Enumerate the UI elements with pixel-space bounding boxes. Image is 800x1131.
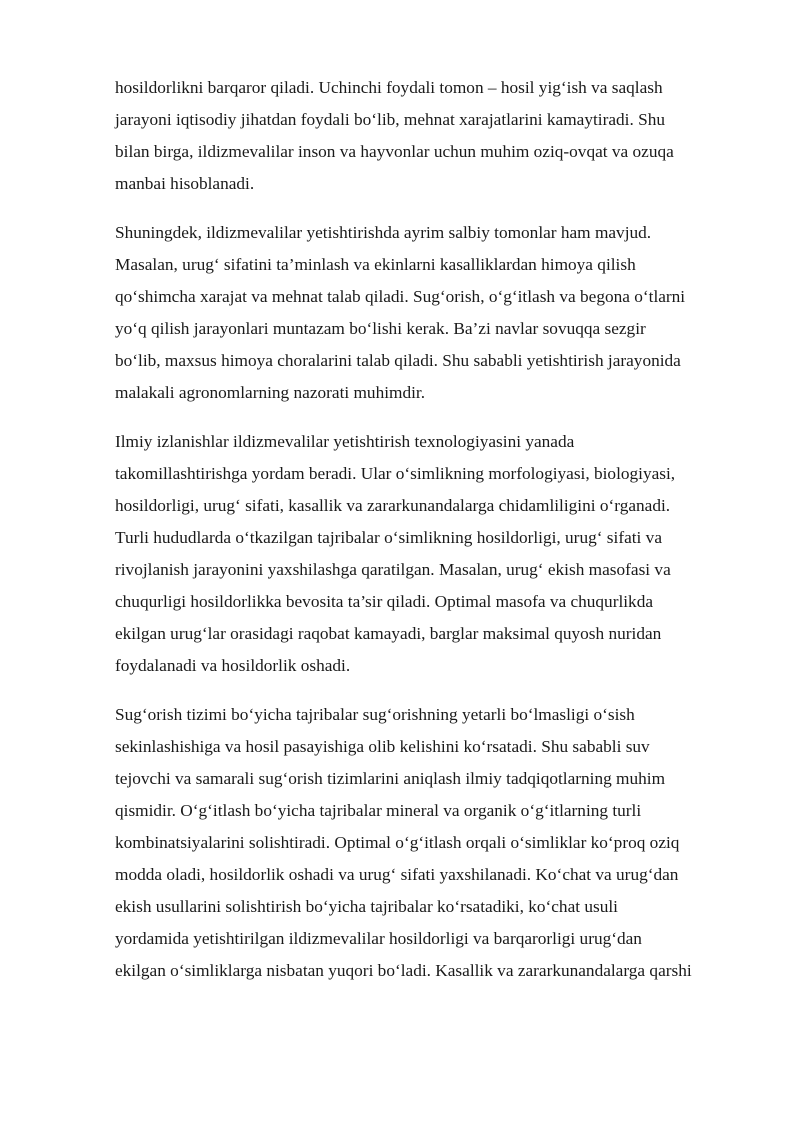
text-line: qo‘shimcha xarajat va mehnat talab qiladi. Sug‘orish, o‘g‘itlash va begona o‘tlarni: [115, 287, 686, 306]
text-line: jarayoni iqtisodiy jihatdan foydali bo‘lib, mehnat xarajatlarini kamaytiradi. Shu: [115, 110, 665, 129]
paragraph-3: [115, 426, 747, 682]
text-line: sekinlashishiga va hosil pasayishiga olib kelishini ko‘rsatadi. Shu sababli suv: [115, 737, 650, 756]
document-page: [115, 72, 747, 1004]
text-line: hosildorlikni barqaror qiladi. Uchinchi foydali tomon – hosil yig‘ish va saqlash: [115, 78, 663, 97]
text-line: malakali agronomlarning nazorati muhimdir.: [115, 383, 426, 402]
paragraph-1: [115, 72, 747, 200]
text-line: bo‘lib, maxsus himoya choralarini talab qiladi. Shu sababli yetishtirish jarayonida: [115, 351, 681, 370]
text-line: chuqurligi hosildorlikka bevosita ta’sir qiladi. Optimal masofa va chuqurlikda: [115, 592, 654, 611]
text-line: Masalan, urug‘ sifatini ta’minlash va ekinlarni kasalliklardan himoya qilish: [115, 255, 636, 274]
text-line: Shuningdek, ildizmevalilar yetishtirishda ayrim salbiy tomonlar ham mavjud.: [115, 223, 652, 242]
text-line: foydalanadi va hosildorlik oshadi.: [115, 656, 351, 675]
text-line: ekilgan urug‘lar orasidagi raqobat kamayadi, barglar maksimal quyosh nuridan: [115, 624, 662, 643]
text-line: modda oladi, hosildorlik oshadi va urug‘ sifati yaxshilanadi. Ko‘chat va urug‘dan: [115, 865, 679, 884]
text-line: bilan birga, ildizmevalilar inson va hayvonlar uchun muhim oziq-ovqat va ozuqa: [115, 142, 674, 161]
text-line: tejovchi va samarali sug‘orish tizimlarini aniqlash ilmiy tadqiqotlarning muhim: [115, 769, 666, 788]
text-line: qismidir. O‘g‘itlash bo‘yicha tajribalar mineral va organik o‘g‘itlarning turli: [115, 801, 642, 820]
text-line: manbai hisoblanadi.: [115, 174, 255, 193]
text-line: ekilgan o‘simliklarga nisbatan yuqori bo‘ladi. Kasallik va zararkunandalarga qarshi: [115, 961, 692, 980]
text-line: yordamida yetishtirilgan ildizmevalilar hosildorligi va barqarorligi urug‘dan: [115, 929, 642, 948]
paragraph-2: [115, 217, 747, 409]
text-line: Turli hududlarda o‘tkazilgan tajribalar o‘simlikning hosildorligi, urug‘ sifati va: [115, 528, 662, 547]
paragraph-4: [115, 699, 747, 987]
text-line: kombinatsiyalarini solishtiradi. Optimal o‘g‘itlash orqali o‘simliklar ko‘proq oziq: [115, 833, 680, 852]
text-line: Ilmiy izlanishlar ildizmevalilar yetishtirish texnologiyasini yanada: [115, 432, 575, 451]
text-line: hosildorligi, urug‘ sifati, kasallik va zararkunandalarga chidamliligini o‘rganadi.: [115, 496, 671, 515]
text-line: rivojlanish jarayonini yaxshilashga qaratilgan. Masalan, urug‘ ekish masofasi va: [115, 560, 671, 579]
text-line: Sug‘orish tizimi bo‘yicha tajribalar sug‘orishning yetarli bo‘lmasligi o‘sish: [115, 705, 635, 724]
text-line: takomillashtirishga yordam beradi. Ular o‘simlikning morfologiyasi, biologiyasi,: [115, 464, 676, 483]
text-line: ekish usullarini solishtirish bo‘yicha tajribalar ko‘rsatadiki, ko‘chat usuli: [115, 897, 618, 916]
text-line: yo‘q qilish jarayonlari muntazam bo‘lishi kerak. Ba’zi navlar sovuqqa sezgir: [115, 319, 646, 338]
